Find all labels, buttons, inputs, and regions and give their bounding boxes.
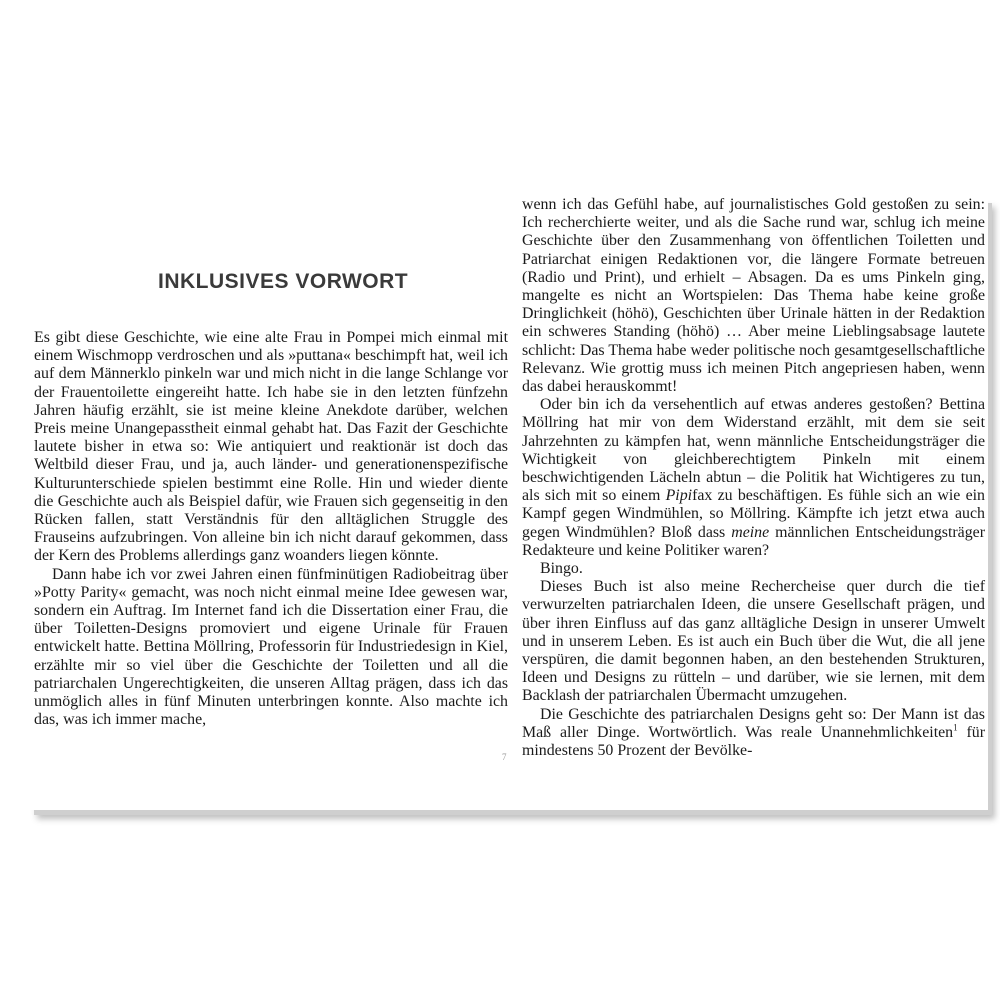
italic-text: meine — [731, 523, 770, 541]
chapter-title: INKLUSIVES VORWORT — [158, 270, 409, 293]
page-number: 7 — [502, 752, 507, 762]
paragraph — [522, 706, 985, 761]
text-run: Die Geschichte des patriarchalen Designs geht so: Der Mann ist das Maß aller Dinge. Wortwörtlich. Was reale Unannehmlichkeiten — [522, 705, 985, 741]
text-run: fax zu beschäftigen. Es fühle sich an wie ein Kampf gegen Windmühlen, so Möllring. Kämpfte ich jetzt etwa auch gegen Windmühlen? Bloß dass — [522, 487, 985, 541]
italic-text: Pipi — [665, 487, 693, 505]
footnote-marker[interactable]: 1 — [953, 722, 958, 733]
paragraph: Dieses Buch ist also meine Rechercheise quer durch die tief verwurzelten patriarchalen Ideen, die unsere Gesellschaft prägen, und über ihren Einfluss auf das ganz alltägliche Design in unserer Umwelt und in unserem Leben. Es ist auch ein Buch über die Wut, die all jene verspüren, die damit begonnen haben, an den bestehenden Strukturen, Ideen und Designs zu rütteln – und darüber, wie sie lernen, mit dem Backlash der patriarchalen Übermacht umzugehen. — [522, 578, 985, 705]
paragraph — [522, 396, 985, 560]
paragraph: Bingo. — [540, 560, 583, 578]
right-page — [518, 198, 988, 810]
text-run: für mindestens 50 Prozent der Bevölke- — [522, 723, 985, 760]
right-page-body — [522, 196, 985, 760]
book-spread — [30, 198, 988, 810]
paragraph: Dann habe ich vor zwei Jahren einen fünfminütigen Radiobeitrag über »Potty Parity« gemacht, was noch nicht einmal meine Idee gewesen war, sondern ein Auftrag. Im Internet fand ich die Dissertation einer Frau, die über Toiletten-Designs promoviert und eigene Urinale für Frauen entwickelt hatte. Bettina Möllring, Professorin für Industriedesign in Kiel, erzählte mir so viel über die Geschichte der Toiletten und all die patriarchalen Ungerechtigkeiten, die unseren Alltag prägen, dass ich das unmöglich alles in fünf Minuten unterbringen konnte. Also machte ich das, was ich immer mache, — [34, 565, 508, 729]
text-run: männlichen Entscheidungsträger Redakteure und keine Politiker waren? — [522, 523, 986, 559]
left-page-body — [34, 329, 508, 729]
text-run: Oder bin ich da versehentlich auf etwas anderes gestoßen? Bettina Möllring hat mir von dem Widerstand erzählt, mit dem sie seit Jahrzehnten zu kämpfen hat, wenn männliche Entscheidungsträger die Wichtigkeit von gleichberechtigtem Pinkeln mit einem beschwichtigenden Lächeln abtun – die Politik hat Wichtigeres zu tun, als sich mit so einem — [522, 396, 985, 505]
paragraph: wenn ich das Gefühl habe, auf journalistisches Gold gestoßen zu sein: Ich recherchierte weiter, und als die Sache rund war, schlug ich meine Geschichte über den Zusammenhang von öffentlichen Toiletten und Patriarchat einigen Redaktionen vor, die längere Formate betreuen (Radio und Print), und erhielt – Absagen. Da es ums Pinkeln ging, mangelte es nicht an Wortspielen: Das Thema habe keine große Dringlichkeit (höhö), Geschichten über Urinale hätten in der Redaktion ein schweres Standing (höhö) … Aber meine Lieblingsabsage lautete schlicht: Das Thema habe weder politische noch gesamtgesellschaftliche Relevanz. Wie grottig muss ich meinen Pitch angepriesen haben, wenn das dabei herauskommt! — [522, 196, 985, 396]
left-page — [30, 198, 508, 810]
paragraph: Es gibt diese Geschichte, wie eine alte Frau in Pompei mich einmal mit einem Wischmopp verdroschen und als »puttana« beschimpft hat, weil ich auf dem Männerklo pinkeln war und mich nicht in die lange Schlange vor der Frauentoilette eingereiht hatte. Ich habe sie in den letzten fünfzehn Jahren häufig erzählt, sie ist meine kleine Anekdote darüber, welchen Preis meine Unangepasstheit einmal gehabt hat. Das Fazit der Geschichte lautete bisher in etwa so: Wie antiquiert und reaktionär ist doch das Weltbild dieser Frau, und ja, auch länder- und generationenspezifische Kulturunterschiede spielen bestimmt eine Rolle. Hin und wieder diente die Geschichte auch als Beispiel dafür, wie Frauen sich gegenseitig in den Rücken fallen, statt Verständnis für den alltäglichen Struggle des Frauseins aufzubringen. Von alleine bin ich nicht darauf gekommen, dass der Kern des Problems allerdings ganz woanders liegen könnte. — [34, 329, 508, 565]
